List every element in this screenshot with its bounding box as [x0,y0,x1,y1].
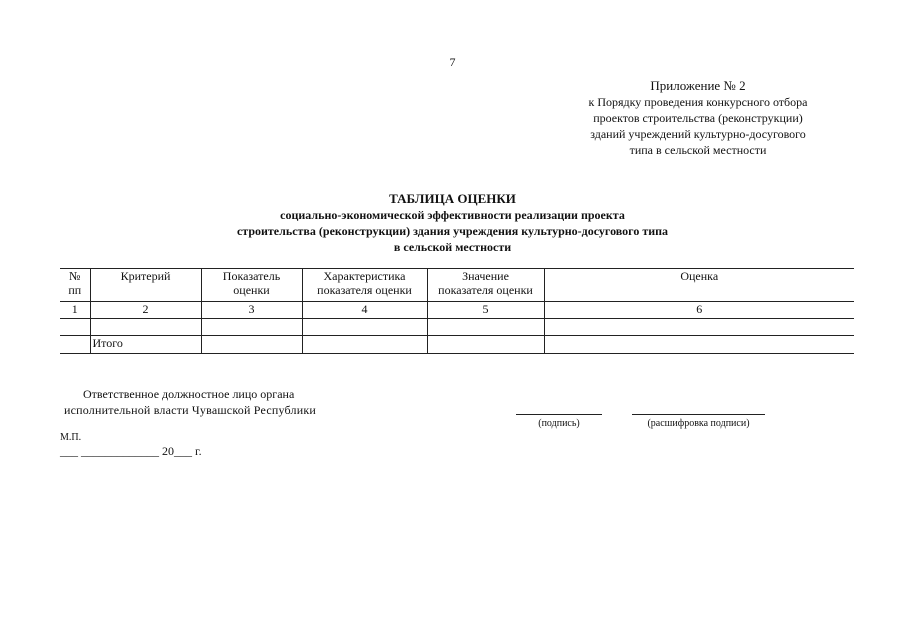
table-cell [427,319,544,336]
title-subline: в сельской местности [393,240,512,254]
appendix-line: проектов строительства (реконструкции) [593,111,803,125]
appendix-block [548,78,848,158]
appendix-line: к Порядку проведения конкурсного отбора [588,95,808,109]
table-cell [90,319,201,336]
responsible-official [60,386,316,418]
date-line: ___ _____________ 20___ г. [60,444,202,458]
title-subline: строительства (реконструкции) здания учреждения культурно-досугового типа [236,224,669,238]
header-cell-value: Значение показателя оценки [427,269,544,302]
appendix-title: Приложение № 2 [650,78,746,93]
header-cell-score: Оценка [544,269,854,302]
title-subline: социально-экономической эффективности реализации проекта [280,208,625,222]
table-cell [302,336,427,354]
official-line: Ответственное должностное лицо органа [83,387,295,401]
total-label: Итого [90,336,201,354]
signature-line [516,414,602,415]
header-cell-indicator: Показатель оценки [201,269,302,302]
seal-label: М.П. [60,432,82,443]
column-number: 6 [544,302,854,319]
header-cell-criterion: Критерий [90,269,201,302]
header-cell-characteristic: Характеристика показателя оценки [302,269,427,302]
table-row [60,319,854,336]
page-number: 7 [449,55,456,69]
column-number: 1 [60,302,90,319]
table-cell [544,336,854,354]
table-cell [544,319,854,336]
table-cell [60,336,90,354]
table-cell [201,319,302,336]
column-number: 2 [90,302,201,319]
appendix-line: зданий учреждений культурно-досугового [590,127,806,141]
table-cell [201,336,302,354]
signature-decode-caption: (расшифровка подписи) [647,418,750,429]
table-cell [427,336,544,354]
column-number-row [60,302,854,319]
column-number: 3 [201,302,302,319]
official-line: исполнительной власти Чувашской Республики [64,403,316,417]
signature-decode-line [632,414,765,415]
column-number: 5 [427,302,544,319]
evaluation-table [60,268,854,354]
table-header-row [60,269,854,302]
total-row [60,336,854,354]
header-cell-number: № пп [60,269,90,302]
table-cell [302,319,427,336]
table-cell [60,319,90,336]
appendix-line: типа в сельской местности [629,143,767,157]
column-number: 4 [302,302,427,319]
title-main: ТАБЛИЦА ОЦЕНКИ [389,191,516,206]
signature-caption: (подпись) [538,418,580,429]
document-title [0,191,905,255]
